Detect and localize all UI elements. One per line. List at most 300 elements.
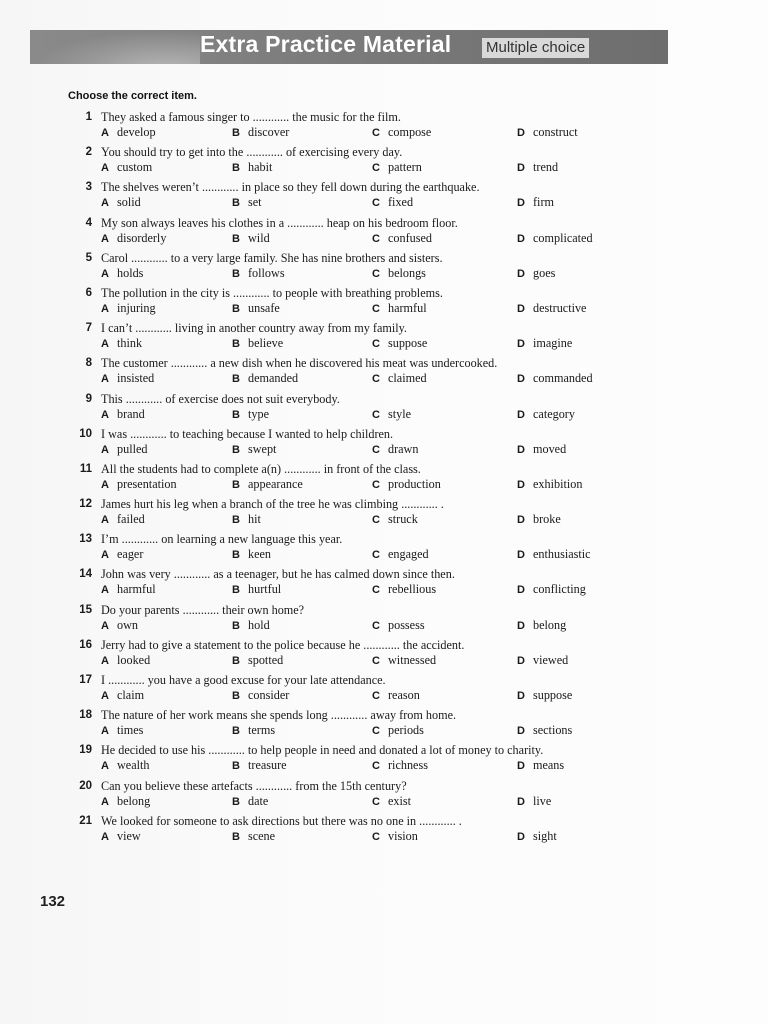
option-text: injuring (117, 300, 156, 315)
answer-option-a (101, 231, 166, 246)
option-text: reason (388, 688, 420, 702)
answer-option-d (517, 618, 566, 633)
question-number: 14 (79, 568, 92, 581)
question-number: 17 (79, 674, 92, 686)
question-item (72, 708, 672, 743)
option-letter: A (101, 373, 109, 386)
question-number: 1 (85, 111, 92, 123)
question-text: You should try to get into the ............ of exercising every day. (101, 145, 403, 160)
question-number: 7 (85, 322, 92, 335)
option-text: engaged (388, 547, 429, 562)
option-letter: D (517, 197, 525, 210)
option-letter: A (101, 760, 109, 773)
answer-option-b (232, 547, 271, 562)
question-item (72, 673, 672, 708)
answer-option-c (372, 195, 413, 210)
option-letter: B (232, 830, 240, 843)
option-letter: D (517, 795, 525, 808)
option-text: confused (388, 230, 432, 245)
option-text: presentation (117, 476, 177, 491)
question-item (72, 356, 672, 391)
option-text: date (248, 793, 269, 808)
option-text: claim (117, 688, 145, 702)
question-text: James hurt his leg when a branch of the tree he was climbing ............ . (101, 497, 444, 512)
option-text: appearance (248, 476, 303, 491)
question-number: 11 (79, 462, 92, 475)
page-title: Extra Practice Material (200, 31, 452, 57)
option-text: swept (248, 441, 277, 456)
question-item (72, 638, 672, 673)
option-letter: C (372, 408, 380, 421)
option-text: wealth (117, 758, 150, 773)
option-text: brand (117, 406, 145, 421)
option-text: spotted (248, 652, 284, 667)
option-text: imagine (533, 336, 573, 351)
question-item (72, 427, 672, 462)
option-letter: B (232, 232, 240, 245)
answer-option-c (372, 618, 425, 633)
option-letter: A (101, 267, 109, 280)
answer-option-c (372, 301, 427, 316)
option-letter: B (232, 584, 240, 597)
question-number: 19 (79, 744, 92, 757)
question-text: John was very ............ as a teenager, but he has calmed down since then. (101, 567, 455, 582)
option-letter: A (101, 514, 109, 527)
option-text: eager (117, 547, 144, 562)
option-letter: D (517, 478, 525, 491)
option-text: live (533, 793, 552, 808)
option-letter: C (372, 654, 380, 667)
option-letter: D (517, 830, 525, 843)
question-text: Can you believe these artefacts ............ from the 15th century? (101, 778, 407, 793)
answer-option-d (517, 512, 561, 527)
option-text: richness (388, 758, 428, 773)
option-letter: C (372, 373, 380, 386)
option-text: style (388, 406, 412, 421)
option-letter: B (232, 162, 240, 175)
option-letter: C (372, 338, 380, 351)
answer-option-a (101, 758, 150, 773)
option-text: harmful (117, 582, 156, 597)
answer-option-b (232, 266, 285, 281)
question-item (72, 216, 672, 251)
option-letter: C (372, 830, 380, 843)
question-number: 15 (79, 603, 92, 616)
option-text: believe (248, 336, 284, 351)
question-item (72, 286, 672, 321)
answer-option-a (101, 407, 145, 422)
question-text: We looked for someone to ask directions but there was no one in ............ . (101, 813, 462, 828)
question-item (72, 110, 672, 145)
option-text: vision (388, 828, 418, 843)
option-letter: C (372, 232, 380, 245)
option-text: possess (388, 617, 425, 632)
answer-option-b (232, 442, 276, 457)
option-letter: A (101, 302, 109, 315)
option-letter: D (517, 619, 525, 632)
option-letter: C (372, 127, 380, 139)
option-text: firm (533, 195, 554, 210)
option-letter: B (232, 338, 240, 351)
answer-option-c (372, 758, 428, 773)
question-item (72, 814, 672, 849)
option-text: holds (117, 265, 144, 280)
option-text: view (117, 828, 141, 843)
question-number: 16 (79, 638, 92, 651)
answer-option-a (101, 125, 156, 140)
option-text: custom (117, 160, 153, 175)
option-letter: D (517, 373, 525, 386)
answer-option-c (372, 512, 418, 527)
answer-option-b (232, 512, 261, 527)
answer-option-c (372, 336, 427, 351)
question-text: My son always leaves his clothes in a ............ heap on his bedroom floor. (101, 215, 458, 230)
question-text: He decided to use his ............ to help people in need and donated a lot of money to charity. (101, 743, 544, 758)
option-text: hurtful (248, 582, 282, 597)
option-text: demanded (248, 371, 299, 386)
answer-option-b (232, 407, 269, 422)
answer-option-a (101, 442, 147, 457)
option-letter: B (232, 197, 240, 210)
question-item (72, 462, 672, 497)
option-letter: D (517, 443, 525, 456)
question-list (72, 110, 672, 849)
answer-option-c (372, 371, 427, 386)
option-text: own (117, 617, 138, 632)
option-letter: D (517, 127, 525, 139)
answer-option-a (101, 653, 150, 668)
answer-option-a (101, 336, 142, 351)
option-letter: C (372, 760, 380, 773)
option-letter: C (372, 197, 380, 210)
answer-option-b (232, 618, 270, 633)
option-letter: D (517, 267, 525, 280)
question-number: 3 (85, 181, 92, 194)
option-letter: A (101, 549, 109, 562)
option-text: sight (533, 828, 557, 843)
question-number: 10 (79, 427, 92, 440)
option-text: times (117, 723, 144, 738)
answer-option-d (517, 336, 572, 351)
answer-option-c (372, 653, 436, 668)
answer-option-a (101, 266, 143, 281)
option-letter: B (232, 373, 240, 386)
option-letter: C (372, 514, 380, 527)
option-text: type (248, 406, 269, 421)
option-letter: D (517, 232, 525, 245)
question-number: 6 (85, 286, 92, 299)
answer-option-c (372, 547, 429, 562)
option-text: exist (388, 793, 412, 808)
question-item (72, 392, 672, 427)
answer-option-d (517, 829, 557, 844)
option-letter: C (372, 725, 380, 738)
option-text: construct (533, 125, 578, 139)
question-text: This ............ of exercise does not suit everybody. (101, 391, 340, 406)
answer-option-d (517, 266, 555, 281)
option-letter: D (517, 162, 525, 175)
option-letter: C (372, 584, 380, 597)
option-letter: A (101, 232, 109, 245)
answer-option-d (517, 407, 575, 422)
question-number: 18 (79, 709, 92, 722)
answer-option-c (372, 231, 432, 246)
option-text: moved (533, 441, 567, 456)
question-number: 21 (79, 814, 92, 827)
answer-option-c (372, 723, 424, 738)
option-text: disorderly (117, 230, 167, 245)
option-text: viewed (533, 652, 569, 667)
answer-option-d (517, 442, 566, 457)
question-text: The customer ............ a new dish when he discovered his meat was undercooked. (101, 356, 498, 371)
answer-option-b (232, 653, 283, 668)
option-text: struck (388, 512, 418, 527)
question-number: 13 (79, 533, 92, 546)
question-text: I’m ............ on learning a new language this year. (101, 532, 343, 547)
answer-option-d (517, 653, 568, 668)
option-text: trend (533, 160, 559, 175)
answer-option-a (101, 195, 141, 210)
option-text: habit (248, 160, 273, 175)
answer-option-c (372, 582, 436, 597)
question-item (72, 743, 672, 778)
question-item (72, 532, 672, 567)
answer-option-b (232, 688, 289, 703)
option-text: hit (248, 512, 261, 527)
option-text: sections (533, 723, 573, 738)
answer-option-d (517, 547, 591, 562)
option-letter: D (517, 408, 525, 421)
answer-option-a (101, 618, 138, 633)
option-letter: A (101, 584, 109, 597)
option-letter: A (101, 725, 109, 738)
question-number: 9 (85, 392, 92, 405)
option-text: goes (533, 265, 556, 280)
option-text: insisted (117, 371, 155, 386)
header-banner (30, 30, 668, 64)
option-text: conflicting (533, 582, 586, 597)
question-item (72, 603, 672, 638)
option-letter: B (232, 795, 240, 808)
answer-option-b (232, 195, 262, 210)
question-item (72, 321, 672, 356)
option-text: periods (388, 723, 424, 738)
answer-option-a (101, 160, 152, 175)
option-letter: D (517, 514, 525, 527)
question-number: 4 (85, 216, 92, 229)
option-letter: A (101, 619, 109, 632)
answer-option-a (101, 547, 143, 562)
question-text: I ............ you have a good excuse for your late attendance. (101, 673, 386, 687)
option-letter: C (372, 267, 380, 280)
option-text: set (248, 195, 262, 210)
question-text: The shelves weren’t ............ in place so they fell down during the earthquake. (101, 180, 480, 195)
option-letter: D (517, 690, 525, 702)
option-letter: D (517, 584, 525, 597)
answer-option-d (517, 582, 586, 597)
option-text: exhibition (533, 476, 583, 491)
option-letter: D (517, 760, 525, 773)
option-text: claimed (388, 371, 427, 386)
answer-option-d (517, 794, 551, 809)
answer-option-d (517, 195, 554, 210)
answer-option-c (372, 794, 411, 809)
answer-option-a (101, 371, 154, 386)
answer-option-d (517, 688, 572, 703)
question-text: Jerry had to give a statement to the police because he ............ the accident. (101, 637, 465, 652)
header-decoration (30, 30, 200, 64)
answer-option-a (101, 301, 156, 316)
option-letter: A (101, 443, 109, 456)
question-item (72, 497, 672, 532)
answer-option-a (101, 829, 141, 844)
question-text: I can’t ............ living in another country away from my family. (101, 321, 407, 336)
option-text: pulled (117, 441, 148, 456)
option-letter: A (101, 338, 109, 351)
option-text: follows (248, 265, 285, 280)
option-text: think (117, 336, 143, 351)
question-text: Carol ............ to a very large family. She has nine brothers and sisters. (101, 250, 443, 265)
option-text: consider (248, 688, 290, 702)
answer-option-b (232, 829, 275, 844)
question-item (72, 779, 672, 814)
option-text: terms (248, 723, 276, 738)
option-text: belong (117, 793, 151, 808)
option-text: rebellious (388, 582, 437, 597)
option-text: keen (248, 547, 272, 562)
option-letter: B (232, 690, 240, 702)
option-text: category (533, 406, 575, 421)
option-letter: A (101, 162, 109, 175)
answer-option-d (517, 125, 578, 140)
question-text: The pollution in the city is ............ to people with breathing problems. (101, 285, 443, 300)
option-text: wild (248, 230, 270, 245)
answer-option-d (517, 231, 593, 246)
option-letter: D (517, 725, 525, 738)
question-item (72, 145, 672, 180)
option-text: compose (388, 125, 432, 139)
option-letter: A (101, 408, 109, 421)
option-letter: C (372, 302, 380, 315)
option-text: broke (533, 512, 561, 527)
option-letter: A (101, 830, 109, 843)
option-letter: C (372, 690, 380, 702)
answer-option-a (101, 794, 150, 809)
option-letter: D (517, 654, 525, 667)
question-number: 2 (85, 146, 92, 159)
answer-option-d (517, 758, 564, 773)
option-text: treasure (248, 758, 287, 773)
answer-option-d (517, 371, 593, 386)
answer-option-d (517, 477, 582, 492)
answer-option-b (232, 794, 268, 809)
answer-option-c (372, 266, 426, 281)
option-letter: B (232, 478, 240, 491)
question-item (72, 180, 672, 215)
option-text: looked (117, 652, 151, 667)
question-text: All the students had to complete a(n) ............ in front of the class. (101, 461, 421, 476)
option-letter: B (232, 127, 240, 139)
question-text: I was ............ to teaching because I wanted to help children. (101, 426, 394, 441)
answer-option-c (372, 442, 418, 457)
answer-option-a (101, 723, 143, 738)
question-item (72, 251, 672, 286)
option-letter: C (372, 549, 380, 562)
option-letter: A (101, 127, 109, 139)
option-text: complicated (533, 230, 593, 245)
answer-option-a (101, 582, 156, 597)
option-text: suppose (533, 688, 573, 702)
option-text: harmful (388, 300, 427, 315)
instruction-text: Choose the correct item. (68, 90, 197, 102)
option-letter: B (232, 619, 240, 632)
option-letter: C (372, 443, 380, 456)
option-letter: D (517, 338, 525, 351)
option-text: discover (248, 125, 290, 139)
option-text: pattern (388, 160, 422, 175)
answer-option-d (517, 160, 558, 175)
option-text: suppose (388, 336, 428, 351)
question-item (72, 567, 672, 602)
option-text: failed (117, 512, 145, 527)
option-letter: C (372, 795, 380, 808)
answer-option-c (372, 829, 418, 844)
answer-option-b (232, 231, 270, 246)
option-text: belongs (388, 265, 426, 280)
answer-option-b (232, 477, 303, 492)
answer-option-b (232, 160, 272, 175)
section-label: Multiple choice (482, 38, 589, 58)
option-letter: A (101, 478, 109, 491)
question-text: The nature of her work means she spends long ............ away from home. (101, 708, 457, 723)
option-text: means (533, 758, 565, 773)
answer-option-d (517, 301, 586, 316)
option-letter: B (232, 549, 240, 562)
option-letter: A (101, 654, 109, 667)
answer-option-b (232, 758, 287, 773)
option-text: hold (248, 617, 270, 632)
question-number: 12 (79, 498, 92, 511)
answer-option-b (232, 125, 289, 140)
option-letter: B (232, 267, 240, 280)
option-text: production (388, 476, 441, 491)
answer-option-b (232, 336, 283, 351)
answer-option-a (101, 477, 177, 492)
answer-option-d (517, 723, 572, 738)
option-letter: B (232, 443, 240, 456)
question-text: Do your parents ............ their own home? (101, 602, 305, 617)
answer-option-b (232, 582, 281, 597)
answer-option-c (372, 125, 431, 140)
option-text: unsafe (248, 300, 280, 315)
option-text: commanded (533, 371, 593, 386)
option-letter: D (517, 549, 525, 562)
option-letter: B (232, 514, 240, 527)
option-letter: B (232, 408, 240, 421)
option-text: solid (117, 195, 141, 210)
answer-option-c (372, 688, 420, 703)
option-letter: C (372, 162, 380, 175)
question-text: They asked a famous singer to ............ the music for the film. (101, 110, 401, 124)
option-letter: C (372, 619, 380, 632)
option-text: develop (117, 125, 156, 139)
answer-option-a (101, 688, 144, 703)
question-number: 5 (85, 251, 92, 264)
option-letter: C (372, 478, 380, 491)
option-text: enthusiastic (533, 547, 591, 562)
option-text: scene (248, 828, 276, 843)
option-text: witnessed (388, 652, 437, 667)
